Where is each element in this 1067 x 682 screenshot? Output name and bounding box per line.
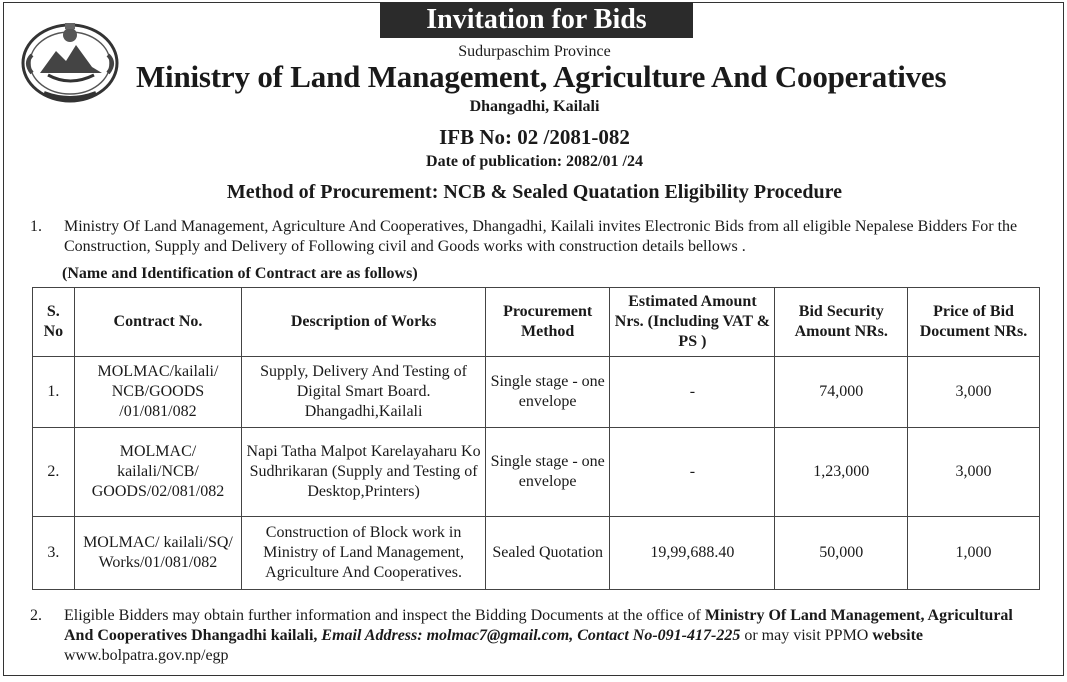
website-label: website [872,627,923,644]
cell-contract-no: MOLMAC/ kailali/NCB/ GOODS/02/081/082 [74,428,241,517]
paragraph-2-intro: Eligible Bidders may obtain further information and inspect the Bidding Documents at the office of [64,607,705,624]
cell-method: Single stage - one envelope [485,357,609,428]
table-row [33,357,1040,428]
contact-details: Email Address: molmac7@gmail.com, Contact No-091-417-225 [317,627,741,644]
cell-estimated-amount: - [610,357,775,428]
cell-method: Single stage - one envelope [485,428,609,517]
table-row [33,428,1040,517]
cell-document-price: 3,000 [908,428,1040,517]
ifb-number: IFB No: 02 /2081-082 [439,125,630,149]
cell-contract-no: MOLMAC/kailali/ NCB/GOODS /01/081/082 [74,357,241,428]
cell-bid-security: 74,000 [775,357,908,428]
table-header-row [33,288,1040,357]
contracts-table [32,287,1040,590]
paragraph-2-text [64,606,1040,666]
header-sno: S. No [33,288,75,357]
paragraph-1-number: 1. [30,218,42,235]
cell-document-price: 1,000 [908,517,1040,590]
cell-sno: 1. [33,357,75,428]
cell-estimated-amount: 19,99,688.40 [610,517,775,590]
cell-document-price: 3,000 [908,357,1040,428]
office-name: Ministry Of Land Management, Agricultural And Cooperatives Dhangadhi kailali, [64,607,1013,644]
office-address: Dhangadhi, Kailali [469,98,600,115]
header-bid-document-price: Price of Bid Document NRs. [908,288,1040,357]
cell-description: Supply, Delivery And Testing of Digital Smart Board. Dhangadhi,Kailali [242,357,486,428]
province: Sudurpaschim Province [458,43,611,60]
procurement-method: Method of Procurement: NCB & Sealed Quatation Eligibility Procedure [226,181,843,203]
paragraph-2-number: 2. [30,607,42,624]
publication-date: Date of publication: 2082/01 /24 [426,153,643,170]
ministry-name: Ministry of Land Management, Agriculture And Cooperatives [136,59,947,94]
paragraph-1-text: Ministry Of Land Management, Agriculture And Cooperatives, Dhangadhi, Kailali invites Electronic Bids from all eligible Nepalese Bidders For the Construction, Supply and Delivery of Following civil and Goods works with construction details bellows . [64,218,1018,255]
cell-bid-security: 50,000 [775,517,908,590]
header-bid-security: Bid Security Amount NRs. [775,288,908,357]
cell-estimated-amount: - [610,428,775,517]
notice-page [3,2,1064,676]
table-row [33,517,1040,590]
cell-bid-security: 1,23,000 [775,428,908,517]
paragraph-2 [30,606,1040,666]
header-description: Description of Works [242,288,486,357]
cell-description: Construction of Block work in Ministry of Land Management, Agriculture And Cooperatives. [242,517,486,590]
cell-method: Sealed Quotation [485,517,609,590]
cell-contract-no: MOLMAC/ kailali/SQ/ Works/01/081/082 [74,517,241,590]
header-estimated-amount: Estimated Amount Nrs. (Including VAT & PS ) [610,288,775,357]
contract-subheading: (Name and Identification of Contract are as follows) [62,265,418,282]
header-procurement-method: Procurement Method [485,288,609,357]
header-contract-no: Contract No. [74,288,241,357]
cell-description: Napi Tatha Malpot Karelayaharu Ko Sudhrikaran (Supply and Testing of Desktop,Printers) [242,428,486,517]
website-url: www.bolpatra.gov.np/egp [64,647,229,664]
paragraph-2-mid: or may visit PPMO [740,627,873,644]
cell-sno: 3. [33,517,75,590]
banner-title: Invitation for Bids [380,2,693,38]
cell-sno: 2. [33,428,75,517]
paragraph-1 [30,217,1040,257]
